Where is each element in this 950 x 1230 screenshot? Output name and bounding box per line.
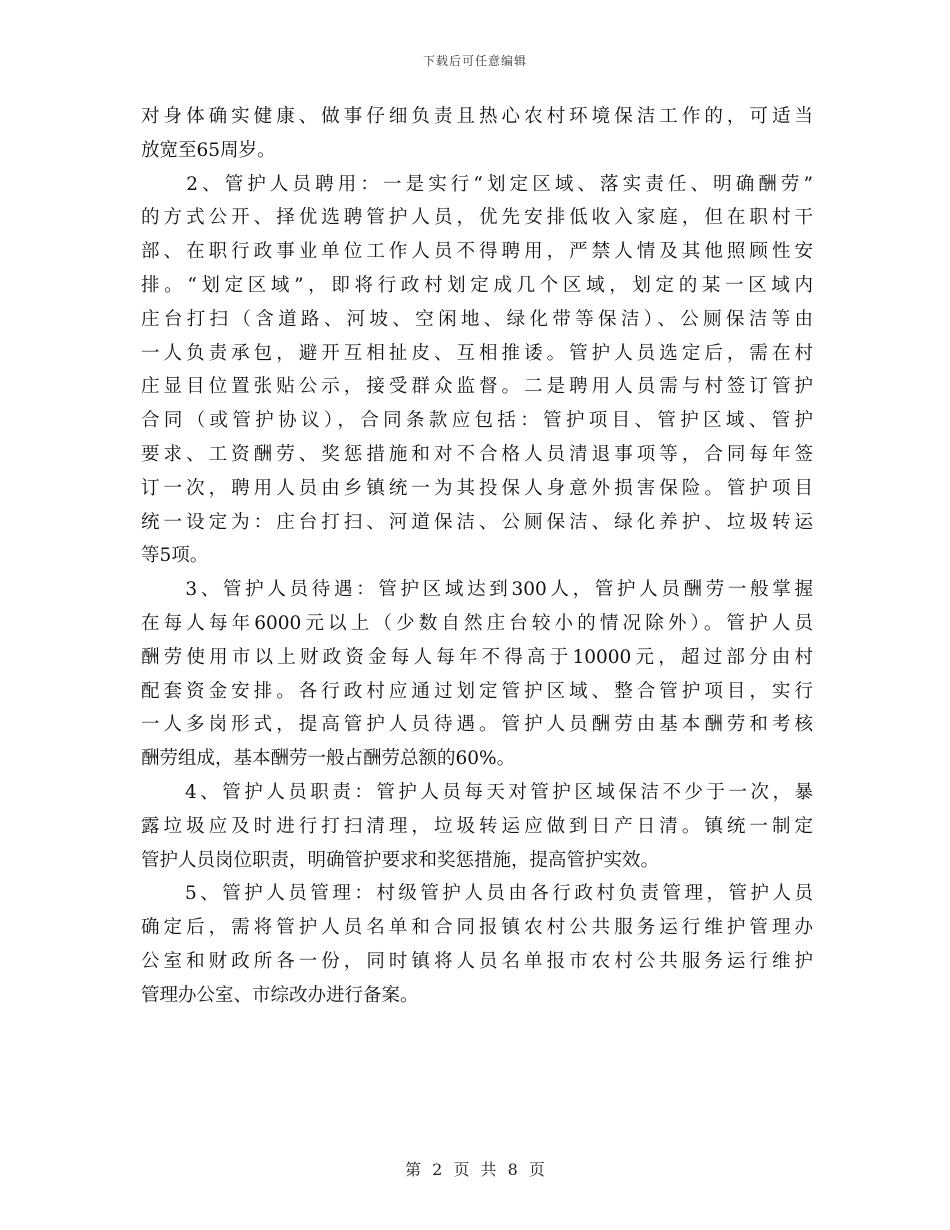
text-line: 一人多岗形式，提高管护人员待遇。管护人员酬劳由基本酬劳和考核 xyxy=(141,714,813,736)
text-line: 3、管护人员待遇：管护区域达到300人，管护人员酬劳一般掌握 xyxy=(141,579,813,601)
text-line: 对身体确实健康、做事仔细负责且热心农村环境保洁工作的，可适当 xyxy=(141,106,813,127)
text-line: 管护人员岗位职责，明确管护要求和奖惩措施，提高管护实效。 xyxy=(141,849,660,871)
text-line: 在每人每年6000元以上（少数自然庄台较小的情况除外）。管护人员 xyxy=(141,612,813,634)
paragraph xyxy=(141,877,813,1012)
text-line: 酬劳组成，基本酬劳一般占酬劳总额的60%。 xyxy=(141,748,516,770)
text-line: 露垃圾应及时进行打扫清理，垃圾转运应做到日产日清。镇统一制定 xyxy=(141,815,813,837)
text-line: 合同（或管护协议），合同条款应包括：管护项目、管护区域、管护 xyxy=(141,410,813,432)
document-body xyxy=(141,100,813,1013)
text-line: 公室和财政所各一份，同时镇将人员名单报市农村公共服务运行维护 xyxy=(141,950,813,972)
text-line: 4、管护人员职责：管护人员每天对管护区域保洁不少于一次，暴 xyxy=(141,781,813,803)
text-line: 排。“划定区域”，即将行政村划定成几个区域，划定的某一区域内 xyxy=(141,274,813,296)
text-line: 统一设定为：庄台打扫、河道保洁、公厕保洁、绿化养护、垃圾转运 xyxy=(141,511,813,533)
text-line: 2、管护人员聘用：一是实行“划定区域、落实责任、明确酬劳” xyxy=(141,173,813,195)
text-line: 确定后，需将管护人员名单和合同报镇农村公共服务运行维护管理办 xyxy=(141,917,813,939)
paragraph xyxy=(141,573,813,776)
paragraph xyxy=(141,776,813,877)
text-line: 酬劳使用市以上财政资金每人每年不得高于10000元，超过部分由村 xyxy=(141,646,813,668)
paragraph xyxy=(141,100,813,168)
text-line: 5、管护人员管理：村级管护人员由各行政村负责管理，管护人员 xyxy=(141,883,813,905)
text-line: 配套资金安排。各行政村应通过划定管护区域、整合管护项目，实行 xyxy=(141,680,813,702)
page-header: 下载后可任意编辑 xyxy=(422,54,527,68)
text-line: 放宽至65周岁。 xyxy=(141,139,276,161)
text-line: 的方式公开、择优选聘管护人员，优先安排低收入家庭，但在职村干 xyxy=(141,207,813,229)
text-line: 部、在职行政事业单位工作人员不得聘用，严禁人情及其他照顾性安 xyxy=(141,241,813,263)
text-line: 管理办公室、市综改办进行备案。 xyxy=(141,984,419,1006)
text-line: 庄显目位置张贴公示，接受群众监督。二是聘用人员需与村签订管护 xyxy=(141,376,813,398)
text-line: 等5项。 xyxy=(141,545,209,567)
text-line: 庄台打扫（含道路、河坡、空闲地、绿化带等保洁）、公厕保洁等由 xyxy=(141,308,813,330)
text-line: 订一次，聘用人员由乡镇统一为其投保人身意外损害保险。管护项目 xyxy=(141,477,813,499)
paragraph xyxy=(141,168,813,574)
page-number: 第 2 页 共 8 页 xyxy=(405,1160,545,1179)
text-line: 要求、工资酬劳、奖惩措施和对不合格人员清退事项等，合同每年签 xyxy=(141,443,813,465)
text-line: 一人负责承包，避开互相扯皮、互相推诿。管护人员选定后，需在村 xyxy=(141,342,813,364)
